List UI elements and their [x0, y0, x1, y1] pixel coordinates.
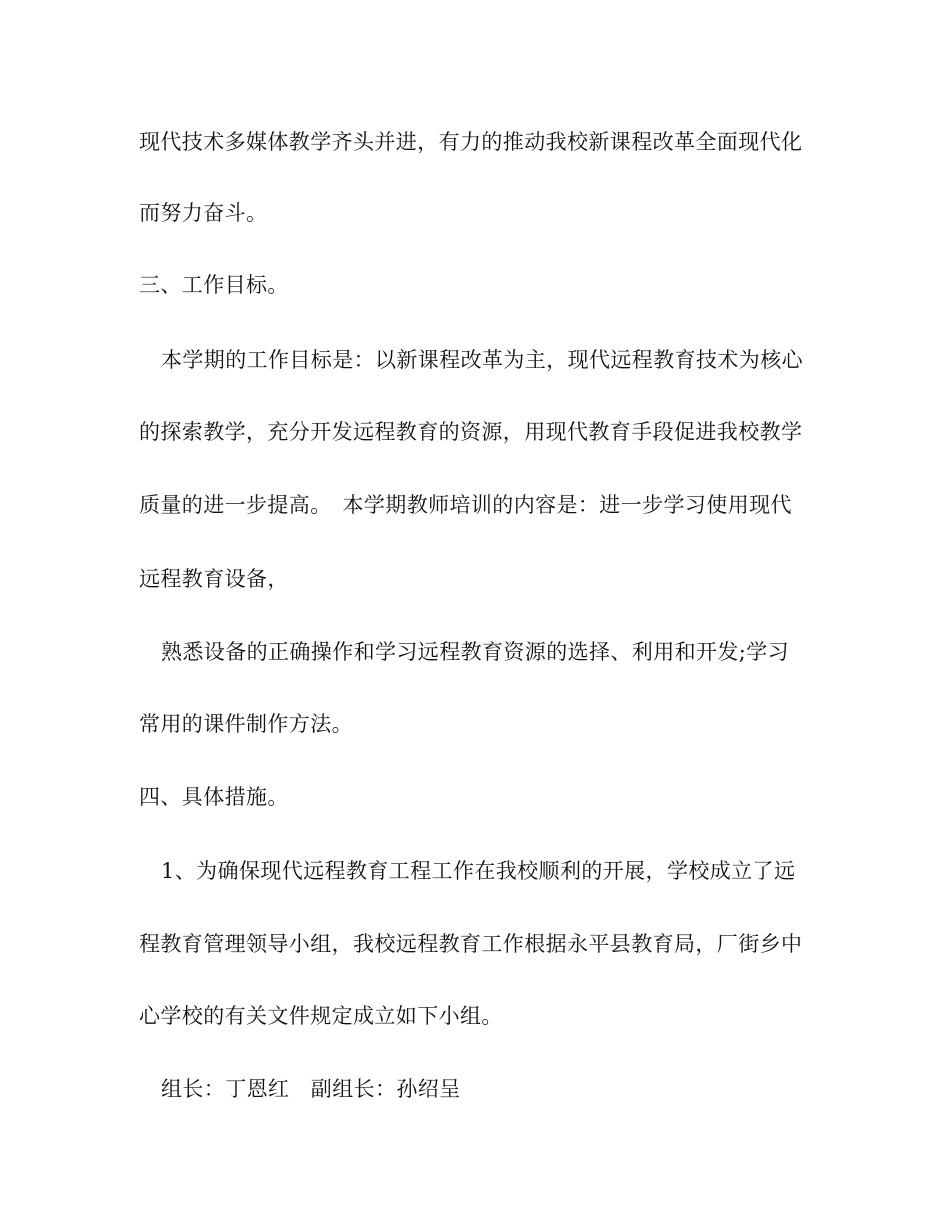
paragraph-line: 常用的课件制作方法。: [139, 712, 353, 736]
paragraph-line: 程教育管理领导小组，我校远程教育工作根据永平县教育局，厂街乡中: [139, 932, 803, 956]
section-heading-measures: 四、具体措施。: [139, 785, 289, 809]
paragraph-line: 1、为确保现代远程教育工程工作在我校顺利的开展，学校成立了远: [161, 859, 796, 883]
paragraph-line: 的探索教学，充分开发远程教育的资源，用现代教育手段促进我校教学: [139, 420, 803, 444]
section-heading-work-goals: 三、工作目标。: [139, 273, 289, 297]
paragraph-line: 本学期的工作目标是：以新课程改革为主，现代远程教育技术为核心: [161, 348, 803, 372]
team-roster-line: 组长：丁恩红 副组长：孙绍呈: [161, 1077, 461, 1101]
paragraph-line: 心学校的有关文件规定成立如下小组。: [139, 1004, 503, 1028]
paragraph-line: 远程教育设备，: [139, 567, 289, 591]
paragraph-line: 质量的进一步提高。 本学期教师培训的内容是：进一步学习使用现代: [139, 493, 792, 517]
paragraph-line: 现代技术多媒体教学齐头并进，有力的推动我校新课程改革全面现代化: [139, 130, 803, 154]
paragraph-line: 熟悉设备的正确操作和学习远程教育资源的选择、利用和开发;学习: [161, 640, 790, 664]
paragraph-line: 而努力奋斗。: [139, 201, 268, 225]
